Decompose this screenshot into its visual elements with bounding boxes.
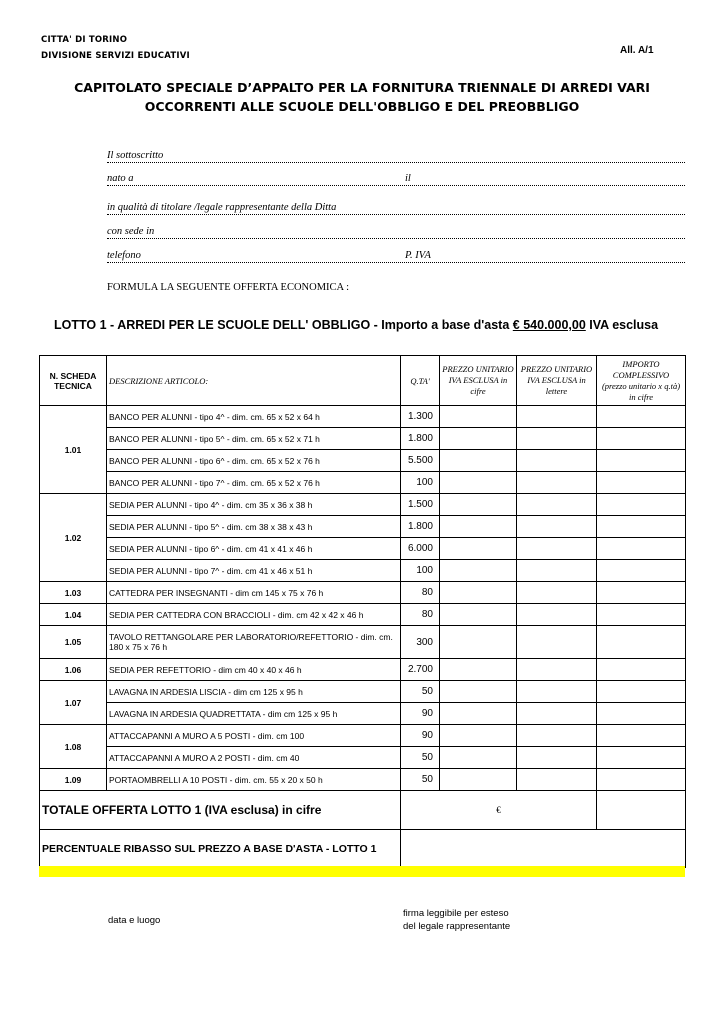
item-description: SEDIA PER ALUNNI - tipo 5^ - dim. cm 38 x 38 x 43 h — [107, 516, 401, 538]
prezzo-cifre-input[interactable] — [440, 659, 517, 681]
percentuale-value-input[interactable] — [401, 830, 686, 868]
label-telefono: telefono — [107, 250, 141, 261]
lotto-amount: € 540.000,00 — [512, 318, 586, 332]
lotto-heading — [54, 318, 658, 332]
table-row — [40, 769, 686, 791]
yellow-highlight-bar — [39, 866, 685, 877]
prezzo-lettere-input[interactable] — [517, 450, 597, 472]
item-description: PORTAOMBRELLI A 10 POSTI - dim. cm. 55 x 20 x 50 h — [107, 769, 401, 791]
city-name: CITTA' DI TORINO — [41, 35, 128, 45]
scheda-code: 1.04 — [40, 604, 107, 626]
item-quantity: 50 — [401, 747, 440, 769]
item-description: BANCO PER ALUNNI - tipo 7^ - dim. cm. 65 x 52 x 76 h — [107, 472, 401, 494]
prezzo-lettere-input[interactable] — [517, 406, 597, 428]
table-row — [40, 406, 686, 428]
item-quantity: 1.800 — [401, 516, 440, 538]
item-quantity: 5.500 — [401, 450, 440, 472]
percentuale-label: PERCENTUALE RIBASSO SUL PREZZO A BASE D'ASTA - LOTTO 1 — [40, 830, 401, 868]
prezzo-cifre-input[interactable] — [440, 560, 517, 582]
prezzo-lettere-input[interactable] — [517, 560, 597, 582]
importo-input[interactable] — [597, 516, 686, 538]
table-row — [40, 450, 686, 472]
input-line-telefono[interactable] — [107, 262, 685, 263]
importo-input[interactable] — [597, 406, 686, 428]
item-description: BANCO PER ALUNNI - tipo 6^ - dim. cm. 65 x 52 x 76 h — [107, 450, 401, 472]
item-description: SEDIA PER REFETTORIO - dim cm 40 x 40 x 46 h — [107, 659, 401, 681]
table-header-row — [40, 356, 686, 406]
table-row — [40, 703, 686, 725]
item-quantity: 90 — [401, 725, 440, 747]
item-quantity: 2.700 — [401, 659, 440, 681]
label-nato-a: nato a — [107, 173, 134, 184]
importo-input[interactable] — [597, 725, 686, 747]
euro-symbol: € — [496, 805, 501, 815]
formula-text: FORMULA LA SEGUENTE OFFERTA ECONOMICA : — [107, 282, 350, 293]
prezzo-cifre-input[interactable] — [440, 406, 517, 428]
firma-line-2: del legale rappresentante — [403, 921, 511, 932]
importo-input[interactable] — [597, 582, 686, 604]
input-line-sottoscritto[interactable] — [107, 162, 685, 163]
header-importo — [597, 356, 686, 406]
item-description: SEDIA PER ALUNNI - tipo 7^ - dim. cm 41 x 46 x 51 h — [107, 560, 401, 582]
firma-line-1: firma leggibile per esteso — [403, 908, 509, 919]
table-row — [40, 560, 686, 582]
importo-input[interactable] — [597, 703, 686, 725]
prezzo-lettere-input[interactable] — [517, 659, 597, 681]
item-quantity: 50 — [401, 681, 440, 703]
table-row — [40, 604, 686, 626]
importo-input[interactable] — [597, 472, 686, 494]
annex-label: All. A/1 — [620, 45, 654, 56]
label-qualita: in qualità di titolare /legale rappresentante della Ditta — [107, 202, 337, 213]
prezzo-cifre-input[interactable] — [440, 516, 517, 538]
prezzo-cifre-input[interactable] — [440, 582, 517, 604]
label-sottoscritto: Il sottoscritto — [107, 150, 164, 161]
importo-input[interactable] — [597, 604, 686, 626]
importo-input[interactable] — [597, 538, 686, 560]
scheda-code: 1.07 — [40, 681, 107, 725]
item-quantity: 90 — [401, 703, 440, 725]
input-line-ditta[interactable] — [107, 214, 685, 215]
prezzo-cifre-input[interactable] — [440, 428, 517, 450]
title-line-1: CAPITOLATO SPECIALE D’APPALTO PER LA FORNITURA TRIENNALE DI ARREDI VARI — [74, 80, 650, 95]
item-description: CATTEDRA PER INSEGNANTI - dim cm 145 x 75 x 76 h — [107, 582, 401, 604]
prezzo-lettere-input[interactable] — [517, 769, 597, 791]
item-quantity: 100 — [401, 560, 440, 582]
header-qta: Q.TA' — [401, 356, 440, 406]
percentuale-row — [40, 830, 686, 868]
prezzo-cifre-input[interactable] — [440, 703, 517, 725]
table-row — [40, 494, 686, 516]
prezzo-cifre-input[interactable] — [440, 494, 517, 516]
table-row — [40, 516, 686, 538]
scheda-code: 1.06 — [40, 659, 107, 681]
item-quantity: 1.500 — [401, 494, 440, 516]
prezzo-lettere-input[interactable] — [517, 681, 597, 703]
importo-input[interactable] — [597, 659, 686, 681]
prezzo-lettere-input[interactable] — [517, 516, 597, 538]
input-line-sede[interactable] — [107, 238, 685, 239]
table-row — [40, 681, 686, 703]
importo-input[interactable] — [597, 450, 686, 472]
importo-input[interactable] — [597, 681, 686, 703]
totale-row — [40, 791, 686, 830]
header-importo-title: IMPORTO COMPLESSIVO — [612, 358, 670, 380]
scheda-code: 1.01 — [40, 406, 107, 494]
data-luogo-label: data e luogo — [108, 915, 161, 926]
scheda-code: 1.08 — [40, 725, 107, 769]
prezzo-cifre-input[interactable] — [440, 472, 517, 494]
lotto-suffix: IVA esclusa — [589, 318, 659, 332]
item-quantity: 50 — [401, 769, 440, 791]
table-row — [40, 659, 686, 681]
prezzo-cifre-input[interactable] — [440, 681, 517, 703]
table-row — [40, 538, 686, 560]
prezzo-lettere-input[interactable] — [517, 494, 597, 516]
label-sede: con sede in — [107, 226, 155, 237]
table-row — [40, 582, 686, 604]
importo-input[interactable] — [597, 769, 686, 791]
prezzo-lettere-input[interactable] — [517, 582, 597, 604]
header-descrizione: DESCRIZIONE ARTICOLO: — [107, 356, 401, 406]
header-prezzo-cifre: PREZZO UNITARIO IVA ESCLUSA in cifre — [440, 356, 517, 406]
scheda-code: 1.02 — [40, 494, 107, 582]
table-row — [40, 747, 686, 769]
item-description: SEDIA PER ALUNNI - tipo 6^ - dim. cm 41 x 41 x 46 h — [107, 538, 401, 560]
table-row — [40, 725, 686, 747]
totale-label: TOTALE OFFERTA LOTTO 1 (IVA esclusa) in cifre — [40, 791, 401, 830]
importo-input[interactable] — [597, 494, 686, 516]
prezzo-lettere-input[interactable] — [517, 538, 597, 560]
prezzo-lettere-input[interactable] — [517, 703, 597, 725]
item-description: SEDIA PER CATTEDRA CON BRACCIOLI - dim. cm 42 x 42 x 46 h — [107, 604, 401, 626]
prezzo-lettere-input[interactable] — [517, 725, 597, 747]
item-quantity: 80 — [401, 604, 440, 626]
importo-input[interactable] — [597, 747, 686, 769]
importo-input[interactable] — [597, 626, 686, 659]
item-quantity: 300 — [401, 626, 440, 659]
item-quantity: 6.000 — [401, 538, 440, 560]
item-description: LAVAGNA IN ARDESIA LISCIA - dim cm 125 x 95 h — [107, 681, 401, 703]
table-row — [40, 472, 686, 494]
prezzo-cifre-input[interactable] — [440, 769, 517, 791]
item-description: TAVOLO RETTANGOLARE PER LABORATORIO/REFETTORIO - dim. cm. 180 x 75 x 76 h — [107, 626, 401, 659]
prezzo-lettere-input[interactable] — [517, 626, 597, 659]
item-description: BANCO PER ALUNNI - tipo 5^ - dim. cm. 65 x 52 x 71 h — [107, 428, 401, 450]
prezzo-lettere-input[interactable] — [517, 472, 597, 494]
item-quantity: 100 — [401, 472, 440, 494]
table-row — [40, 428, 686, 450]
prezzo-cifre-input[interactable] — [440, 604, 517, 626]
prezzo-cifre-input[interactable] — [440, 450, 517, 472]
header-importo-sub: (prezzo unitario x q.tà) in cifre — [601, 380, 681, 402]
prezzo-cifre-input[interactable] — [440, 725, 517, 747]
item-description: LAVAGNA IN ARDESIA QUADRETTATA - dim cm 125 x 95 h — [107, 703, 401, 725]
table-row — [40, 626, 686, 659]
scheda-code: 1.09 — [40, 769, 107, 791]
label-il: il — [405, 173, 411, 184]
lotto-text: LOTTO 1 - ARREDI PER LE SCUOLE DELL' OBBLIGO - Importo a base d'asta — [54, 318, 510, 332]
item-description: SEDIA PER ALUNNI - tipo 4^ - dim. cm 35 x 36 x 38 h — [107, 494, 401, 516]
prezzo-lettere-input[interactable] — [517, 604, 597, 626]
scheda-code: 1.03 — [40, 582, 107, 604]
totale-value-input[interactable] — [401, 791, 597, 830]
item-description: ATTACCAPANNI A MURO A 2 POSTI - dim. cm 40 — [107, 747, 401, 769]
label-piva: P. IVA — [405, 250, 431, 261]
header-scheda: N. SCHEDA TECNICA — [40, 356, 107, 406]
item-description: ATTACCAPANNI A MURO A 5 POSTI - dim. cm 100 — [107, 725, 401, 747]
item-quantity: 1.800 — [401, 428, 440, 450]
division-name: DIVISIONE SERVIZI EDUCATIVI — [41, 51, 190, 61]
item-quantity: 1.300 — [401, 406, 440, 428]
importo-input[interactable] — [597, 428, 686, 450]
input-line-nato[interactable] — [107, 185, 685, 186]
scheda-code: 1.05 — [40, 626, 107, 659]
prezzo-lettere-input[interactable] — [517, 428, 597, 450]
prezzo-cifre-input[interactable] — [440, 747, 517, 769]
importo-input[interactable] — [597, 560, 686, 582]
offer-table — [39, 355, 686, 868]
item-quantity: 80 — [401, 582, 440, 604]
item-description: BANCO PER ALUNNI - tipo 4^ - dim. cm. 65 x 52 x 64 h — [107, 406, 401, 428]
prezzo-lettere-input[interactable] — [517, 747, 597, 769]
prezzo-cifre-input[interactable] — [440, 538, 517, 560]
header-prezzo-lettere: PREZZO UNITARIO IVA ESCLUSA in lettere — [517, 356, 597, 406]
totale-extra-cell — [597, 791, 686, 830]
title-line-2: OCCORRENTI ALLE SCUOLE DELL'OBBLIGO E DEL PREOBBLIGO — [144, 99, 580, 114]
prezzo-cifre-input[interactable] — [440, 626, 517, 659]
